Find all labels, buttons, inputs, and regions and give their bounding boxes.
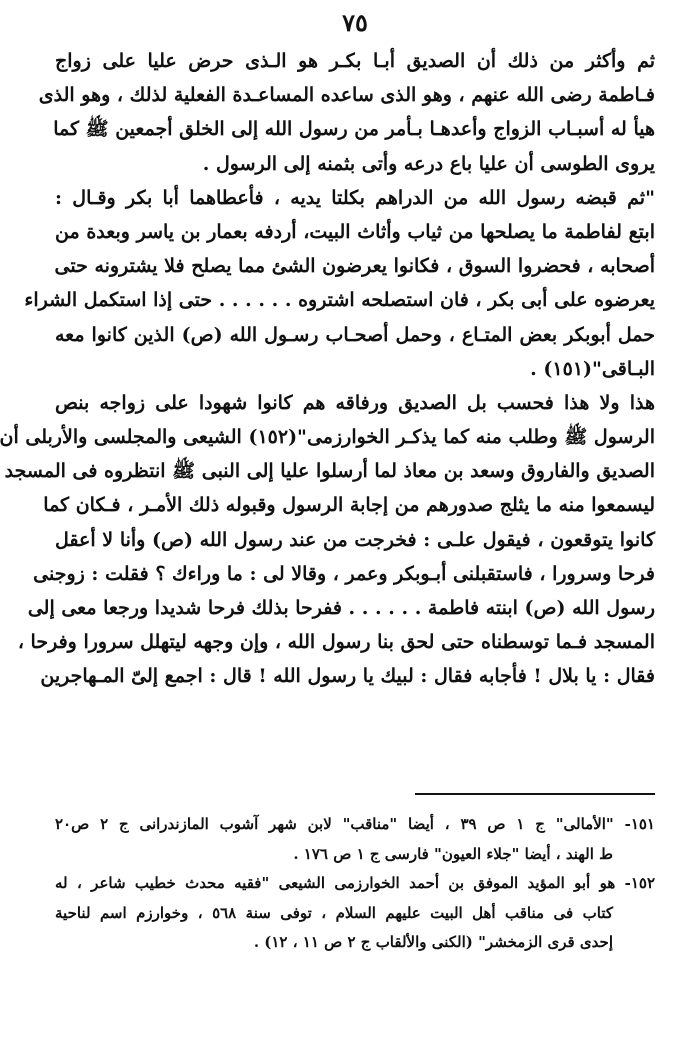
- text-line: أصحابه ، فحضروا السوق ، فكانوا يعرضون الشئ مما يصلح فلا يشترونه حتى: [54, 255, 655, 278]
- text-line: رسول الله (ص) ابنته فاطمة . . . . . . ففرحا بذلك فرحا شديدا ورجعا معى إلى: [27, 597, 655, 619]
- footnote-line: إحدى قرى الزمخشر" (الكنى والألقاب ج ٢ ص ١١ ، ١٢) .: [253, 933, 613, 951]
- text-line: فقال : يا بلال ! فأجابه فقال : لبيك يا رسول الله ! قال : اجمع إلىّ المـهاجرين: [40, 665, 655, 688]
- footnotes: [55, 810, 655, 958]
- text-line: ابتع لفاطمة ما يصلحها من ثياب وأثاث البيت، أردفه بعمار بن ياسر وبعدة من: [55, 220, 655, 243]
- text-line: يروى الطوسى أن عليا باع درعه وأتى بثمنه إلى الرسول .: [202, 152, 655, 175]
- text-line: ليسمعوا منه ما يثلج صدورهم من إجابة الرسول وقبوله ذلك الأمـر ، فـكان كما: [43, 494, 655, 517]
- main-text: [0, 44, 655, 694]
- text-line: "ثم قبضه رسول الله من الدراهم بكلتا يديه ، فأعطاهما أبا بكر وقـال :: [55, 186, 655, 209]
- text-line: المسجد فـما توسطناه حتى لحق بنا رسول الله ، وإن وجهه ليتهلل سرورا وفرحا ،: [17, 631, 655, 654]
- footnote-text: هو أبو المؤيد الموفق بن أحمد الخوارزمى الشيعى "فقيه محدث خطيب شاعر ، له: [55, 874, 616, 892]
- text-line: ثم وأكثر من ذلك أن الصديق أبـا بكـر هو الـذى حرض عليا على زواج: [55, 50, 655, 72]
- quotation-paragraph: [24, 181, 655, 386]
- text-line: حمل أبوبكر بعض المتـاع ، وحمل أصحـاب رسـول الله (ص) الذين كانوا معه: [55, 323, 655, 346]
- text-line: يعرضوه على أبى بكر ، فان استصلحه اشتروه . . . . . . حتى إذا استكمل الشراء: [24, 289, 655, 312]
- footnote-text: "الأمالى" ج ١ ص ٣٩ ، أيضا "مناقب" لابن شهر آشوب المازندرانى ج ٢ ص٢٠: [55, 815, 614, 833]
- paragraph-1: [38, 44, 655, 181]
- footnote-line: [55, 810, 655, 840]
- footnote-number: ١٥٢-: [624, 874, 655, 892]
- footnote-line: كتاب فى مناقب أهل البيت عليهم السلام ، توفى سنة ٥٦٨ ، وخوارزم اسم لناحية: [55, 903, 613, 922]
- footnote-152: [55, 869, 655, 958]
- text-line: البـاقى"(١٥١) .: [530, 357, 655, 380]
- text-line: الرسول ﷺ وطلب منه كما يذكـر الخوارزمى"(١٥٢) الشيعى والمجلسى والأربلى أن: [0, 426, 655, 449]
- text-line: كانوا يتوقعون ، فيقول علـى : فخرجت من عند رسول الله (ص) وأنا لا أعقل: [55, 528, 655, 551]
- text-line: هذا ولا هذا فحسب بل الصديق ورفاقه هم كانوا شهودا على زواجه بنص: [55, 391, 655, 414]
- text-line: هيأ له أسبـاب الزواج وأعدهـا بـأمر من رسول الله إلى الخلق أجمعين ﷺ كما: [53, 118, 655, 141]
- text-line: فـاطمة رضى الله عنهم ، وهو الذى ساعده المساعـدة الفعلية لذلك ، وهو الذى: [38, 84, 655, 107]
- footnote-line: [55, 869, 655, 899]
- footnote-151: [55, 810, 655, 869]
- footnote-line: ط الهند ، أيضا "جلاء العيون" فارسى ج ١ ص ١٧٦ .: [293, 844, 613, 863]
- text-line: الصديق والفاروق وسعد بن معاذ لما أرسلوا عليا إلى النبى ﷺ انتظروه فى المسجد: [4, 460, 655, 483]
- footnote-divider: [415, 793, 655, 795]
- footnote-number: ١٥١-: [624, 815, 655, 833]
- paragraph-3: [0, 386, 655, 694]
- page-number: ٧٥: [342, 8, 368, 37]
- text-line: فرحا وسرورا ، فاستقبلنى أبـوبكر وعمر ، وقالا لى : ما وراءك ؟ فقلت : زوجنى: [33, 562, 655, 585]
